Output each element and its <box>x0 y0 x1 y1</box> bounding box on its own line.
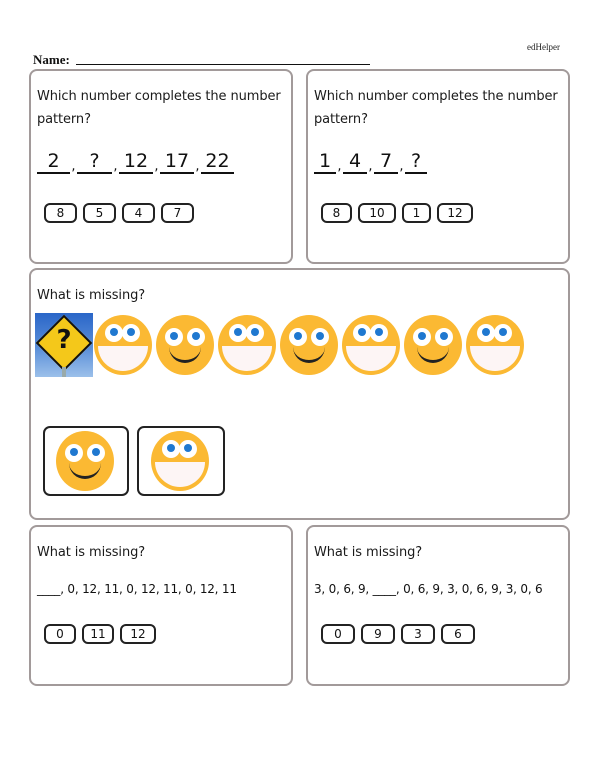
problem-card-2 <box>306 69 570 264</box>
picture-sequence <box>35 313 527 377</box>
choice-button[interactable]: 7 <box>161 203 194 223</box>
grin-smiley-icon <box>93 314 153 376</box>
problem-prompt: What is missing? <box>314 545 423 560</box>
number-sequence: 3, 0, 6, 9, ____, 0, 6, 9, 3, 0, 6, 9, 3, 0, 6 <box>314 582 543 596</box>
problem-prompt: What is missing? <box>37 545 146 560</box>
answer-choices <box>321 203 473 223</box>
sequence-blank[interactable]: ? <box>77 151 112 174</box>
number-sequence: ____, 0, 12, 11, 0, 12, 11, 0, 12, 11 <box>37 582 237 596</box>
sequence-cell: 1 <box>314 151 336 174</box>
prompt-line: Which number completes the number <box>314 89 558 104</box>
sequence-cell: 7 <box>374 151 398 174</box>
name-label: Name: <box>33 52 70 67</box>
answer-choices <box>44 203 194 223</box>
choice-button[interactable]: 9 <box>361 624 395 644</box>
choice-grin-button[interactable] <box>137 426 225 496</box>
problem-prompt <box>37 85 281 131</box>
choice-smile-button[interactable] <box>43 426 129 496</box>
choice-button[interactable]: 4 <box>122 203 155 223</box>
grin-smiley-icon <box>465 314 525 376</box>
smile-smiley-icon <box>403 314 463 376</box>
brand-label: edHelper <box>527 42 560 52</box>
grin-smiley-icon <box>217 314 277 376</box>
prompt-line: Which number completes the number <box>37 89 281 104</box>
number-sequence: 2 , ? , 12 , 17 , 22 <box>37 151 234 174</box>
grin-smiley-icon <box>150 430 210 492</box>
choice-button[interactable]: 12 <box>437 203 473 223</box>
choice-button[interactable]: 8 <box>321 203 352 223</box>
sequence-blank[interactable]: ? <box>405 151 427 174</box>
choice-button[interactable]: 5 <box>83 203 116 223</box>
smile-smiley-icon <box>55 430 115 492</box>
problem-prompt: What is missing? <box>37 288 146 303</box>
sequence-cell: 2 <box>37 151 70 174</box>
smile-smiley-icon <box>155 314 215 376</box>
prompt-line: pattern? <box>314 112 368 127</box>
grin-smiley-icon <box>341 314 401 376</box>
answer-choices <box>321 624 475 644</box>
choice-button[interactable]: 6 <box>441 624 475 644</box>
choice-button[interactable]: 11 <box>82 624 114 644</box>
choice-button[interactable]: 12 <box>120 624 156 644</box>
smile-smiley-icon <box>279 314 339 376</box>
prompt-line: pattern? <box>37 112 91 127</box>
problem-card-5 <box>306 525 570 686</box>
choice-button[interactable]: 0 <box>44 624 76 644</box>
problem-prompt <box>314 85 558 131</box>
name-input-line[interactable] <box>76 64 370 65</box>
question-sign-icon: ? <box>35 313 93 377</box>
number-sequence: 1 , 4 , 7 , ? <box>314 151 427 174</box>
choice-button[interactable]: 0 <box>321 624 355 644</box>
sequence-cell: 4 <box>343 151 367 174</box>
answer-choices <box>44 624 156 644</box>
choice-button[interactable]: 10 <box>358 203 396 223</box>
sequence-cell: 17 <box>160 151 194 174</box>
choice-button[interactable]: 1 <box>402 203 431 223</box>
problem-card-1 <box>29 69 293 264</box>
choice-button[interactable]: 3 <box>401 624 435 644</box>
problem-card-4 <box>29 525 293 686</box>
choice-button[interactable]: 8 <box>44 203 77 223</box>
sequence-cell: 12 <box>119 151 153 174</box>
sequence-cell: 22 <box>201 151 234 174</box>
